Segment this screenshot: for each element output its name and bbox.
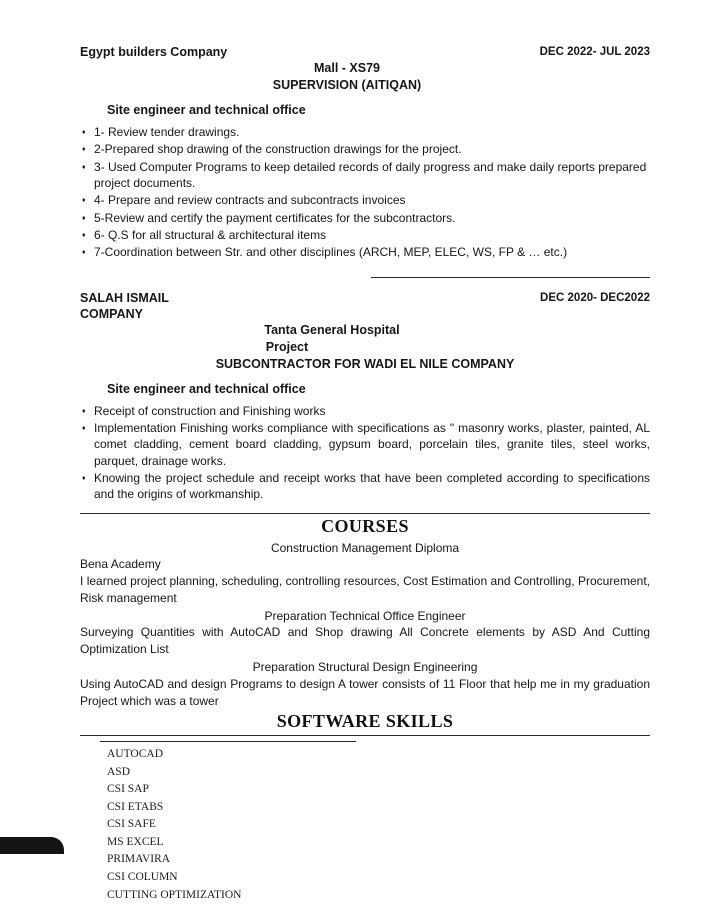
software-skills-section	[80, 711, 650, 903]
software-skills-list	[100, 741, 356, 903]
list-item: ♦ Receipt of construction and Finishing works	[80, 403, 650, 419]
course-entry	[80, 540, 650, 607]
job1-date-range: DEC 2022- JUL 2023	[539, 46, 650, 58]
course-entry	[80, 659, 650, 709]
job1-project-subtitle: SUPERVISION (AITIQAN)	[272, 78, 422, 93]
course-entry	[80, 608, 650, 658]
skill-item: CSI SAFE	[107, 818, 156, 831]
courses-top-rule	[80, 513, 650, 514]
list-item: ♦ 6- Q.S for all structural & architectural items	[80, 227, 650, 243]
skill-item: CSI SAP	[107, 783, 149, 796]
skill-item: CUTTING OPTIMIZATION	[107, 888, 242, 901]
course-title: Preparation Technical Office Engineer	[264, 608, 466, 623]
list-item: ♦ 2-Prepared shop drawing of the construction drawings for the project.	[80, 141, 650, 157]
skill-item: MS EXCEL	[107, 835, 164, 848]
experience-entry-1	[80, 44, 650, 261]
list-item: ♦ 7-Coordination between Str. and other disciplines (ARCH, MEP, ELEC, WS, FP & … etc.)	[80, 244, 650, 260]
list-item: ♦ 5-Review and certify the payment certificates for the subcontractors.	[80, 210, 650, 226]
skill-item: PRIMAVIRA	[107, 853, 171, 866]
skill-item: ASD	[107, 765, 131, 778]
job1-project-name: Mall - XS79	[314, 61, 380, 76]
course-description: Using AutoCAD and design Programs to design A tower consists of 11 Floor that help me in my graduation Project which was a tower	[80, 676, 650, 708]
skill-item: CSI COLUMN	[107, 871, 178, 883]
list-item: ♦ 3- Used Computer Programs to keep detailed records of daily progress and make daily reports prepared project documents.	[80, 159, 650, 192]
job1-duties-list	[80, 124, 650, 261]
course-provider: Bena Academy	[80, 557, 161, 572]
course-title: Construction Management Diploma	[270, 540, 460, 555]
section-divider	[371, 277, 650, 278]
software-skills-rule	[80, 735, 650, 736]
experience-entry-2	[80, 290, 650, 503]
software-skills-heading: SOFTWARE SKILLS	[276, 711, 454, 732]
job1-header-row	[80, 44, 650, 60]
courses-heading: COURSES	[321, 515, 409, 536]
course-description: I learned project planning, scheduling, controlling resources, Cost Estimation and Controlling, Procurement, Risk management	[80, 574, 650, 605]
skill-item: AUTOCAD	[107, 748, 164, 761]
list-item: ♦ 1- Review tender drawings.	[80, 124, 650, 140]
job2-date-range: DEC 2020- DEC2022	[540, 291, 650, 304]
course-description: Surveying Quantities with AutoCAD and Shop drawing All Concrete elements by ASD And Cutting Optimization List	[80, 625, 650, 657]
list-item: ♦ Knowing the project schedule and receipt works that have been completed according to specifications and the origins of workmanship.	[80, 470, 650, 503]
job2-project-name: Tanta General Hospital	[264, 323, 400, 337]
course-title: Preparation Structural Design Engineering	[252, 660, 478, 675]
job1-role-title: Site engineer and technical office	[107, 103, 306, 117]
job2-header-row	[80, 290, 650, 323]
job2-company-name: SALAH ISMAIL COMPANY	[80, 290, 169, 321]
job2-role-title: Site engineer and technical office	[107, 381, 306, 396]
list-item: ♦ 4- Prepare and review contracts and subcontracts invoices	[80, 192, 650, 208]
job1-company-name: Egypt builders Company	[80, 45, 228, 59]
job2-duties-list	[80, 403, 650, 503]
job2-project-name-line2: Project	[265, 339, 309, 354]
skill-item: CSI ETABS	[107, 800, 164, 813]
courses-section	[80, 516, 650, 710]
screen-corner-overlay	[0, 837, 64, 854]
list-item: ♦ Implementation Finishing works compliance with specifications as " masonry works, plaster, painted, AL comet cladding, cement board cladding, gypsum board, porcelain tiles, granite tiles, steel works, parquet, drainage works.	[80, 420, 650, 469]
job2-project-subtitle: SUBCONTRACTOR FOR WADI EL NILE COMPANY	[215, 356, 515, 371]
